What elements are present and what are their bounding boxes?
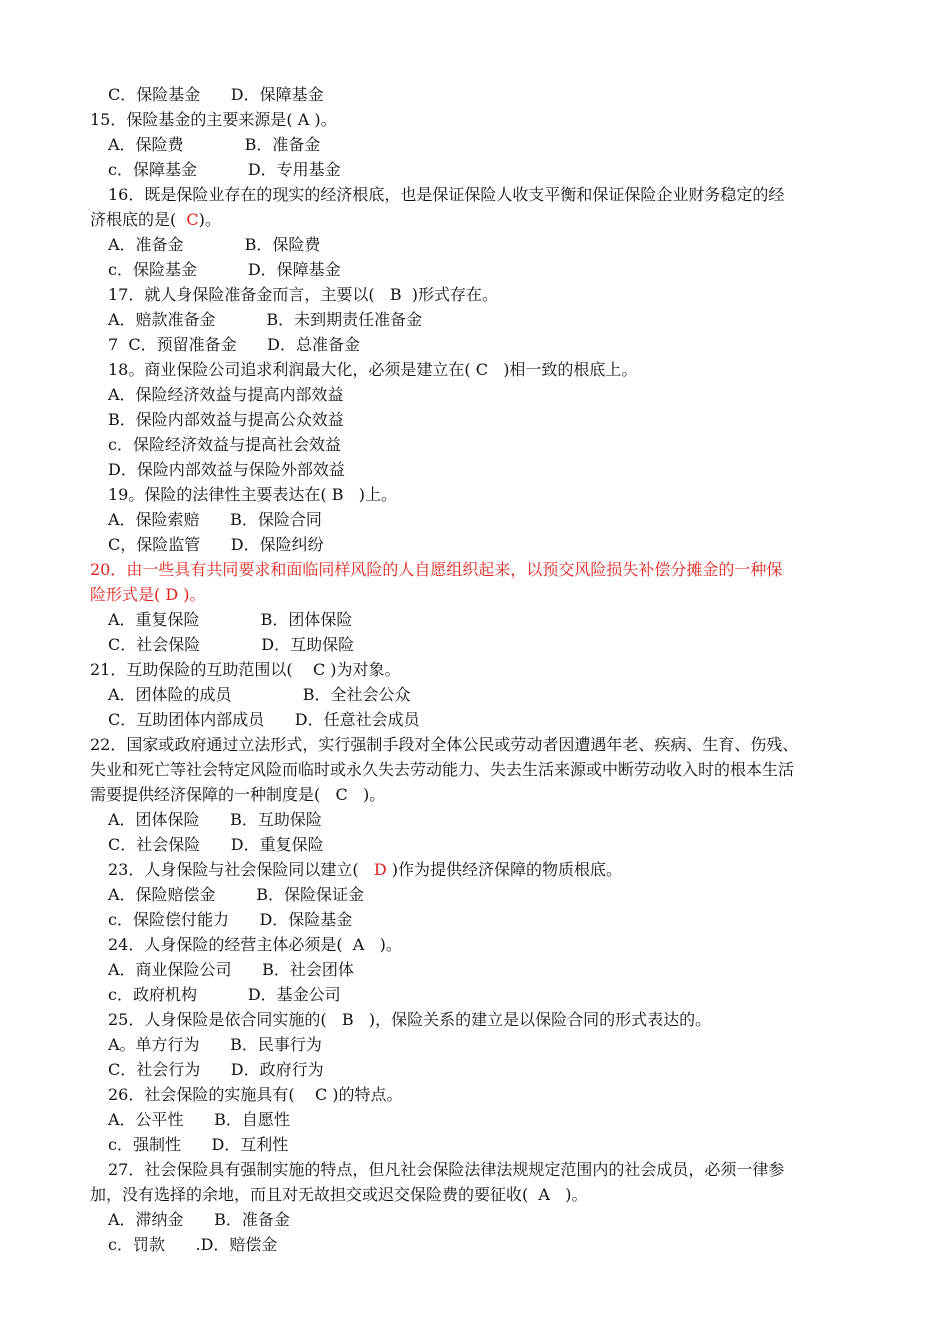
option-line: C．社会保险 D．互助保险: [108, 635, 355, 654]
option-line: A．团体险的成员 B．全社会公众: [108, 685, 411, 704]
option-line: C．社会行为 D．政府行为: [108, 1060, 324, 1079]
option-line: c．保险基金 D．保障基金: [108, 260, 341, 279]
option-line: D．保险内部效益与保险外部效益: [108, 460, 345, 479]
option-line: A．保险赔偿金 B．保险保证金: [108, 885, 365, 904]
option-line: A．滞纳金 B．准备金: [108, 1210, 290, 1229]
option-line: A．准备金 B．保险费: [108, 235, 321, 254]
question-17: 17．就人身保险准备金而言，主要以( B )形式存在。: [108, 285, 499, 304]
option-line: A．保险经济效益与提高内部效益: [108, 385, 344, 404]
question-22-cont: 需要提供经济保障的一种制度是( C )。: [90, 785, 386, 804]
answer-mark: D: [373, 860, 387, 879]
question-18: 18。商业保险公司追求利润最大化，必须是建立在( C )相一致的根底上。: [108, 360, 638, 379]
question-21: 21．互助保险的互助范围以( C )为对象。: [90, 660, 401, 679]
option-line: A．重复保险 B．团体保险: [108, 610, 353, 629]
option-line: C．社会保险 D．重复保险: [108, 835, 324, 854]
option-line: c．保险偿付能力 D．保险基金: [108, 910, 353, 929]
question-20-cont: 险形式是( D )。: [90, 585, 206, 604]
question-16: 16．既是保险业存在的现实的经济根底，也是保证保险人收支平衡和保证保险企业财务稳定的经: [108, 185, 785, 204]
option-line: c．保险经济效益与提高社会效益: [108, 435, 341, 454]
question-text: 23．人身保险与社会保险同以建立(: [108, 860, 374, 879]
option-line: c．罚款 .D．赔偿金: [108, 1235, 278, 1254]
question-25: 25．人身保险是依合同实施的( B )，保险关系的建立是以保险合同的形式表达的。: [108, 1010, 712, 1029]
question-23: [108, 857, 622, 882]
question-text: 济根底的是(: [90, 210, 187, 229]
option-line: A．赔款准备金 B．未到期责任准备金: [108, 310, 423, 329]
question-text: )作为提供经济保障的物质根底。: [386, 860, 623, 879]
option-line: c．保障基金 D．专用基金: [108, 160, 341, 179]
option-line: A．保险费 B．准备金: [108, 135, 321, 154]
option-line: C．保险基金 D．保障基金: [108, 85, 324, 104]
option-line: C，保险监管 D．保险纠纷: [108, 535, 324, 554]
option-line: A。单方行为 B．民事行为: [108, 1035, 322, 1054]
option-line: c．强制性 D．互利性: [108, 1135, 289, 1154]
question-20: 20．由一些具有共同要求和面临同样风险的人自愿组织起来，以预交风险损失补偿分摊金的一种保: [90, 560, 783, 579]
question-27-cont: 加，没有选择的余地，而且对无故担交或迟交保险费的要征收( A )。: [90, 1185, 588, 1204]
option-line: A．公平性 B．自愿性: [108, 1110, 290, 1129]
question-24: 24．人身保险的经营主体必须是( A )。: [108, 935, 402, 954]
question-15: 15．保险基金的主要来源是( A )。: [90, 110, 337, 129]
question-19: 19。保险的法律性主要表达在( B )上。: [108, 485, 397, 504]
option-line: A．团体保险 B．互助保险: [108, 810, 322, 829]
option-line: A．商业保险公司 B．社会团体: [108, 960, 354, 979]
option-line: A．保险索赔 B．保险合同: [108, 510, 322, 529]
question-26: 26．社会保险的实施具有( C )的特点。: [108, 1085, 403, 1104]
question-22: 22．国家或政府通过立法形式，实行强制手段对全体公民或劳动者因遭遇年老、疾病、生育、伤残、: [90, 735, 799, 754]
question-22-cont: 失业和死亡等社会特定风险而临时或永久失去劳动能力、失去生活来源或中断劳动收入时的根本生活: [90, 760, 795, 779]
option-line: c．政府机构 D．基金公司: [108, 985, 341, 1004]
question-text: )。: [198, 210, 221, 229]
question-27: 27．社会保险具有强制实施的特点，但凡社会保险法律法规规定范围内的社会成员，必须一律参: [108, 1160, 785, 1179]
option-line: C．互助团体内部成员 D．任意社会成员: [108, 710, 420, 729]
answer-mark: C: [186, 210, 199, 229]
question-16-cont: [90, 207, 221, 232]
option-line: B．保险内部效益与提高公众效益: [108, 410, 344, 429]
option-line: 7 C．预留准备金 D．总准备金: [108, 335, 360, 354]
